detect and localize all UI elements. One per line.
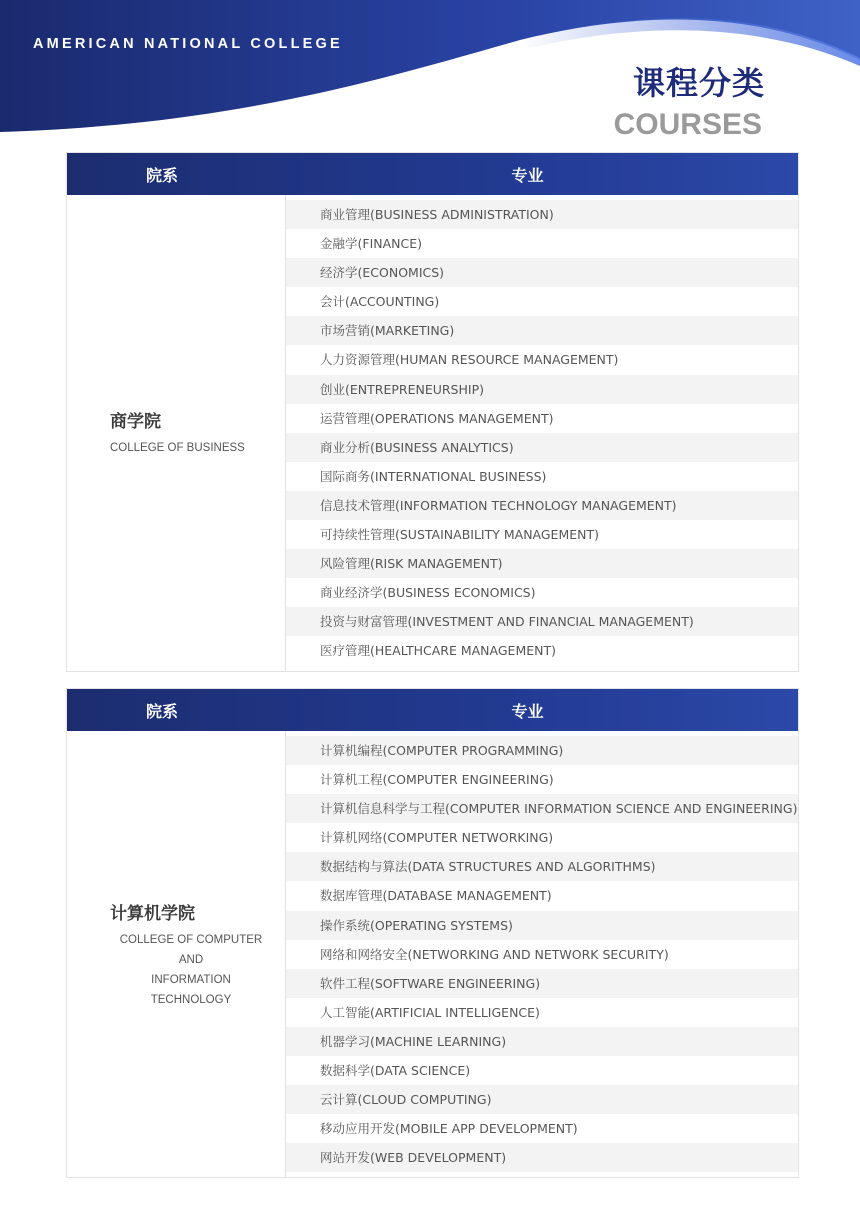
major-item: 创业(ENTREPRENEURSHIP) — [286, 375, 798, 404]
page-title-chinese: 课程分类 — [632, 64, 765, 102]
department-name-english-line2: INFORMATION TECHNOLOGY — [150, 973, 232, 1006]
major-item: 移动应用开发(MOBILE APP DEVELOPMENT) — [286, 1114, 798, 1143]
table-body — [67, 195, 798, 671]
major-item: 网络和网络安全(NETWORKING AND NETWORK SECURITY) — [286, 940, 798, 969]
major-item: 计算机工程(COMPUTER ENGINEERING) — [286, 765, 798, 794]
department-name-english-line1: COLLEGE OF COMPUTER AND — [119, 933, 263, 966]
major-item: 操作系统(OPERATING SYSTEMS) — [286, 911, 798, 940]
department-name-chinese: 计算机学院 — [110, 903, 195, 924]
major-item: 人力资源管理(HUMAN RESOURCE MANAGEMENT) — [286, 345, 798, 374]
department-cell — [67, 195, 286, 671]
department-cell — [67, 731, 286, 1177]
business-course-table — [66, 152, 799, 672]
column-header-department: 院系 — [145, 701, 178, 721]
table-header — [67, 689, 798, 731]
major-item: 云计算(CLOUD COMPUTING) — [286, 1085, 798, 1114]
column-header-major: 专业 — [511, 165, 544, 185]
major-item: 国际商务(INTERNATIONAL BUSINESS) — [286, 462, 798, 491]
major-item: 计算机编程(COMPUTER PROGRAMMING) — [286, 736, 798, 765]
major-item: 数据库管理(DATABASE MANAGEMENT) — [286, 881, 798, 910]
major-item: 会计(ACCOUNTING) — [286, 287, 798, 316]
major-item: 经济学(ECONOMICS) — [286, 258, 798, 287]
department-name-chinese: 商学院 — [110, 412, 161, 433]
major-item: 人工智能(ARTIFICIAL INTELLIGENCE) — [286, 998, 798, 1027]
major-item: 数据科学(DATA SCIENCE) — [286, 1056, 798, 1085]
major-list — [286, 731, 798, 1177]
major-item: 数据结构与算法(DATA STRUCTURES AND ALGORITHMS) — [286, 852, 798, 881]
major-item: 计算机网络(COMPUTER NETWORKING) — [286, 823, 798, 852]
major-item: 机器学习(MACHINE LEARNING) — [286, 1027, 798, 1056]
major-item: 金融学(FINANCE) — [286, 229, 798, 258]
table-header — [67, 153, 798, 195]
major-item: 可持续性管理(SUSTAINABILITY MANAGEMENT) — [286, 520, 798, 549]
column-header-department: 院系 — [145, 165, 178, 185]
college-name: AMERICAN NATIONAL COLLEGE — [33, 36, 343, 52]
major-item: 医疗管理(HEALTHCARE MANAGEMENT) — [286, 636, 798, 665]
computer-course-table — [66, 688, 799, 1178]
major-item: 计算机信息科学与工程(COMPUTER INFORMATION SCIENCE AND ENGINEERING) — [286, 794, 798, 823]
major-item: 商业管理(BUSINESS ADMINISTRATION) — [286, 200, 798, 229]
major-item: 市场营销(MARKETING) — [286, 316, 798, 345]
department-name-english: COLLEGE OF BUSINESS — [110, 442, 245, 455]
major-item: 商业经济学(BUSINESS ECONOMICS) — [286, 578, 798, 607]
major-item: 网站开发(WEB DEVELOPMENT) — [286, 1143, 798, 1172]
major-list — [286, 195, 798, 671]
page-title-english: COURSES — [613, 108, 762, 141]
table-body — [67, 731, 798, 1177]
column-header-major: 专业 — [511, 701, 544, 721]
major-item: 风险管理(RISK MANAGEMENT) — [286, 549, 798, 578]
major-item: 商业分析(BUSINESS ANALYTICS) — [286, 433, 798, 462]
major-item: 运营管理(OPERATIONS MANAGEMENT) — [286, 404, 798, 433]
major-item: 软件工程(SOFTWARE ENGINEERING) — [286, 969, 798, 998]
major-item: 信息技术管理(INFORMATION TECHNOLOGY MANAGEMENT) — [286, 491, 798, 520]
major-item: 投资与财富管理(INVESTMENT AND FINANCIAL MANAGEMENT) — [286, 607, 798, 636]
